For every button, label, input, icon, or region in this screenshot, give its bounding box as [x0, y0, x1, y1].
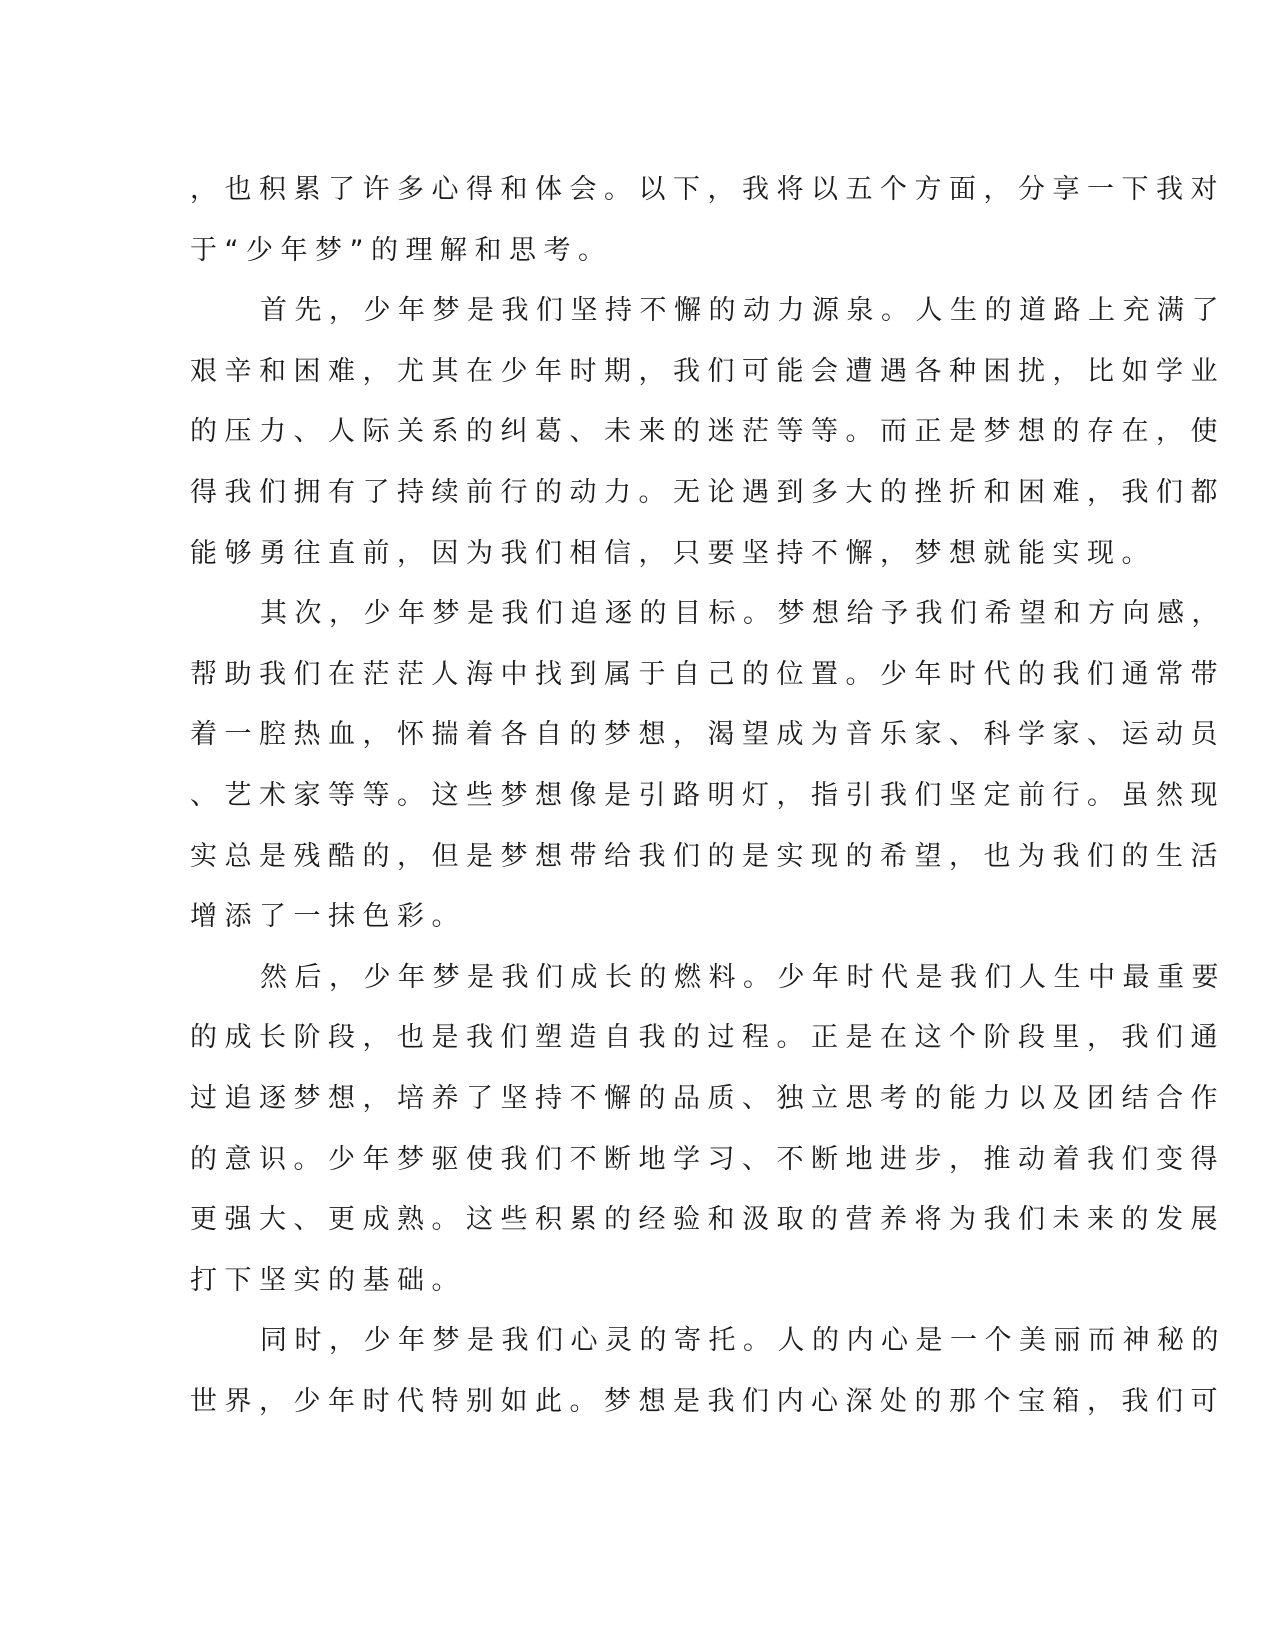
text-line: 艰辛和困难，尤其在少年时期，我们可能会遭遇各种困扰，比如学业 — [190, 355, 1225, 387]
text-line: ，也积累了许多心得和体会。以下，我将以五个方面，分享一下我对 — [190, 174, 1225, 205]
paragraph-first-line: 然后，少年梦是我们成长的燃料。少年时代是我们人生中最重要 — [260, 961, 1226, 993]
text-line: 的压力、人际关系的纠葛、未来的迷茫等等。而正是梦想的存在，使 — [190, 416, 1225, 448]
text-line: 增添了一抹色彩。 — [190, 901, 466, 933]
text-line: 帮助我们在茫茫人海中找到属于自己的位置。少年时代的我们通常带 — [190, 658, 1225, 690]
text-line: 过追逐梦想，培养了坚持不懈的品质、独立思考的能力以及团结合作 — [190, 1082, 1225, 1114]
text-line: 世界，少年时代特别如此。梦想是我们内心深处的那个宝箱，我们可 — [190, 1385, 1225, 1417]
paragraph-first-line: 同时，少年梦是我们心灵的寄托。人的内心是一个美丽而神秘的 — [260, 1325, 1226, 1357]
text-line: 、艺术家等等。这些梦想像是引路明灯，指引我们坚定前行。虽然现 — [190, 779, 1225, 811]
text-line: 更强大、更成熟。这些积累的经验和汲取的营养将为我们未来的发展 — [190, 1204, 1225, 1236]
body-text — [190, 160, 1226, 1432]
text-line: 打下坚实的基础。 — [190, 1264, 466, 1296]
text-line: 着一腔热血，怀揣着各自的梦想，渴望成为音乐家、科学家、运动员 — [190, 719, 1225, 751]
text-line: 得我们拥有了持续前行的动力。无论遇到多大的挫折和困难，我们都 — [190, 476, 1225, 508]
paragraph-first-line: 其次，少年梦是我们追逐的目标。梦想给予我们希望和方向感， — [260, 598, 1226, 630]
paragraph-first-line: 首先，少年梦是我们坚持不懈的动力源泉。人生的道路上充满了 — [260, 295, 1226, 327]
text-line: 的意识。少年梦驱使我们不断地学习、不断地进步，推动着我们变得 — [190, 1143, 1225, 1175]
text-line: 的成长阶段，也是我们塑造自我的过程。正是在这个阶段里，我们通 — [190, 1022, 1225, 1054]
text-line: 于“少年梦”的理解和思考。 — [190, 234, 613, 266]
text-line: 实总是残酷的，但是梦想带给我们的是实现的希望，也为我们的生活 — [190, 840, 1225, 872]
text-line: 能够勇往直前，因为我们相信，只要坚持不懈，梦想就能实现。 — [190, 537, 1156, 569]
